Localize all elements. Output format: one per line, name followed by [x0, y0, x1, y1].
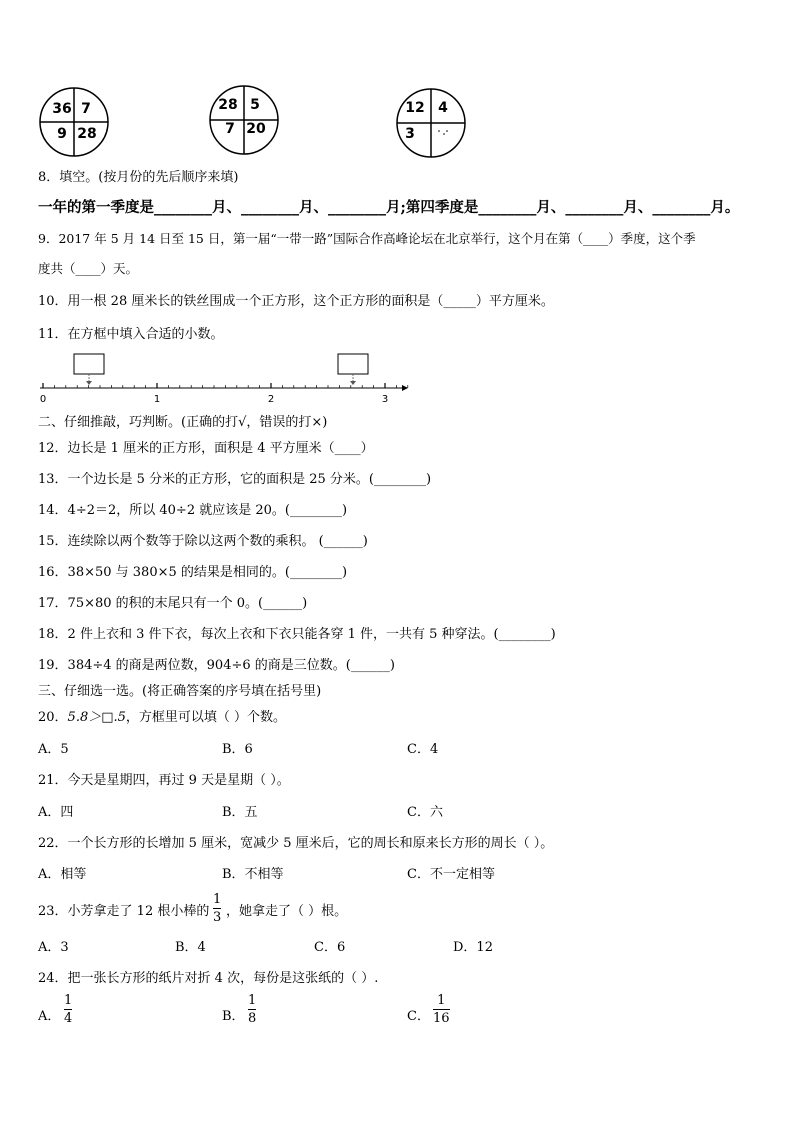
- question-16: 16．38×50 与 380×5 的结果是相同的。(________): [38, 565, 348, 580]
- question-13: 13．一个边长是 5 分米的正方形，它的面积是 25 分米。(________): [38, 472, 432, 487]
- circle-2-tl: 28: [218, 97, 238, 113]
- question-11: 11．在方框中填入合适的小数。: [38, 327, 224, 342]
- fraction-denominator: 16: [433, 1011, 450, 1026]
- circle-2-bl: 7: [225, 121, 235, 137]
- fraction-numerator: 1: [213, 892, 222, 907]
- section-2-heading: 二、仔细推敲，巧判断。(正确的打√，错误的打×): [38, 415, 328, 430]
- q23-option-d: D．12: [453, 940, 493, 955]
- circle-2-tr: 5: [250, 97, 260, 113]
- q22-option-a: A．相等: [38, 867, 87, 882]
- question-20: [38, 706, 286, 725]
- circle-1-tr: 7: [81, 101, 91, 117]
- answer-box-1: [74, 354, 104, 374]
- question-8-title: 8．填空。(按月份的先后顺序来填): [38, 170, 239, 185]
- q22-option-c: C．不一定相等: [407, 867, 495, 882]
- fraction-numerator: 1: [437, 993, 446, 1008]
- circle-puzzle-1: [38, 86, 110, 158]
- tick-label-3: 3: [381, 394, 389, 405]
- question-20-prefix: 20．: [38, 710, 68, 725]
- circle-3-bl: 3: [405, 126, 415, 142]
- q20-option-c: C．4: [407, 742, 439, 757]
- question-23-fraction: [213, 893, 221, 924]
- number-line: [36, 350, 416, 406]
- q24-option-c-fraction: [433, 994, 450, 1025]
- circle-1-tl: 36: [52, 101, 72, 117]
- q24-option-b-label: B．: [222, 1009, 245, 1024]
- question-20-suffix: ，方框里可以填（ ）个数。: [125, 710, 287, 725]
- circle-puzzle-3: [395, 87, 467, 159]
- question-23-prefix: 23．小芳拿走了 12 根小棒的: [38, 904, 210, 919]
- q24-option-a-fraction: [64, 994, 72, 1025]
- question-22: 22．一个长方形的长增加 5 厘米，宽减少 5 厘米后，它的周长和原来长方形的周长（ ）。: [38, 836, 554, 851]
- question-9-line-1: 9．2017 年 5 月 14 日至 15 日，第一届“一带一路”国际合作高峰论坛在北京举行，这个月在第（____）季度，这个季: [38, 231, 696, 246]
- question-19: 19．384÷4 的商是两位数，904÷6 的商是三位数。(______): [38, 658, 395, 673]
- fraction-numerator: 1: [248, 993, 257, 1008]
- circle-3-tr: 4: [438, 100, 448, 116]
- question-15: 15．连续除以两个数等于除以这两个数的乘积。 (______): [38, 534, 368, 549]
- q23-option-a: A．3: [38, 940, 69, 955]
- fraction-denominator: 8: [248, 1011, 257, 1026]
- circle-1-br: 28: [77, 126, 97, 142]
- tick-label-0: 0: [39, 394, 47, 405]
- answer-box-2: [338, 354, 368, 374]
- q24-option-c-label: C．: [407, 1009, 430, 1024]
- q21-option-b: B．五: [222, 805, 258, 820]
- q21-option-a: A．四: [38, 805, 74, 820]
- q21-option-c: C．六: [407, 805, 443, 820]
- question-12: 12．边长是 1 厘米的正方形，面积是 4 平方厘米（____）: [38, 441, 374, 456]
- circle-1-bl: 9: [57, 126, 67, 142]
- question-17: 17．75×80 的积的末尾只有一个 0。(______): [38, 596, 308, 611]
- question-14: 14．4÷2＝2，所以 40÷2 就应该是 20。(________): [38, 503, 348, 518]
- q24-option-a-label: A．: [38, 1009, 61, 1024]
- q23-option-b: B．4: [175, 940, 206, 955]
- question-24: 24．把一张长方形的纸片对折 4 次，每份是这张纸的（ ）.: [38, 971, 379, 986]
- question-9-line-2: 度共（____）天。: [38, 261, 139, 276]
- q23-option-c: C．6: [314, 940, 346, 955]
- question-23-suffix: ，她拿走了（ ）根。: [226, 904, 348, 919]
- q20-option-a: A．5: [38, 742, 69, 757]
- question-10: 10．用一根 28 厘米长的铁丝围成一个正方形，这个正方形的面积是（_____）平方厘米。: [38, 294, 554, 309]
- circle-2-br: 20: [246, 121, 266, 137]
- question-21: 21．今天是星期四，再过 9 天是星期（ ）。: [38, 773, 290, 788]
- tick-label-1: 1: [153, 394, 161, 405]
- section-3-heading: 三、仔细选一选。(将正确答案的序号填在括号里): [38, 684, 322, 699]
- q24-option-b-fraction: [248, 994, 256, 1025]
- circle-3-tl: 12: [405, 100, 425, 116]
- fraction-denominator: 4: [64, 1011, 73, 1026]
- circle-puzzle-2: [208, 84, 280, 156]
- tick-label-2: 2: [267, 394, 275, 405]
- fraction-numerator: 1: [64, 993, 73, 1008]
- question-8-fill-line: 一年的第一季度是________月、________月、________月;第四季度是________月、________月、________月。: [38, 199, 740, 216]
- q22-option-b: B．不相等: [222, 867, 284, 882]
- fraction-denominator: 3: [213, 910, 222, 925]
- q20-option-b: B．6: [222, 742, 253, 757]
- question-18: 18．2 件上衣和 3 件下衣，每次上衣和下衣只能各穿 1 件，一共有 5 种穿法。(________): [38, 627, 556, 642]
- question-20-math: 5.8＞□.5: [67, 710, 126, 725]
